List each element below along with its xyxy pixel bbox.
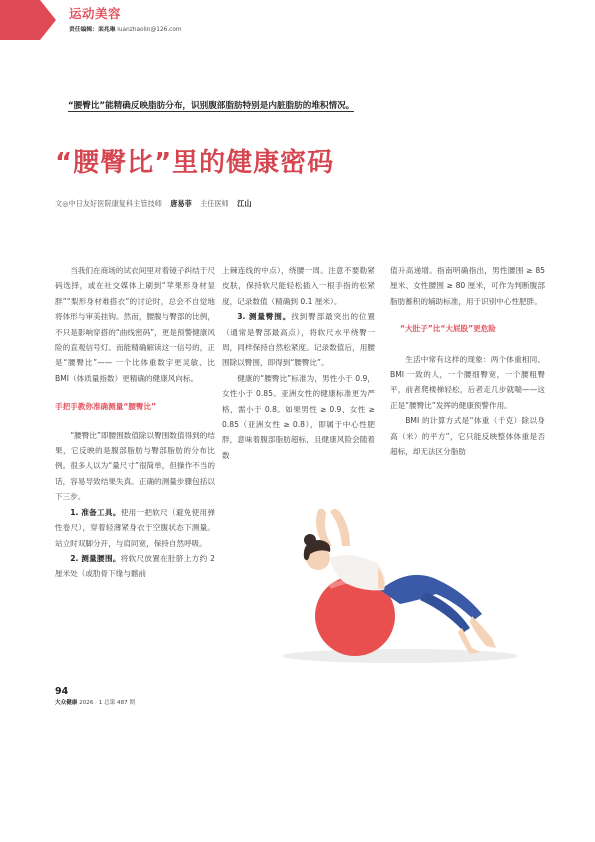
corner-decoration	[0, 0, 56, 40]
step-1-label: 1. 准备工具。	[70, 507, 121, 517]
byline-prefix: 文◎中日友好医院康复科主管技师	[55, 199, 162, 208]
lead-text	[68, 98, 394, 114]
paragraph-step-2	[55, 551, 215, 582]
fitness-ball-illustration	[260, 488, 530, 668]
column-1	[55, 263, 215, 582]
editor-line	[69, 24, 182, 33]
editor-label: 责任编辑：	[69, 27, 98, 33]
paragraph-bmi: BMI 的计算方式是“体重（千克）除以身高（米）的平方”，它只能反映整体体重是否超标，却无法区分脂肪	[390, 416, 545, 457]
paragraph-step-3	[222, 309, 375, 371]
step-1-text: 使用一把软尺（避免使用弹性卷尺），穿着轻薄紧身衣于空腹状态下测量。站立时双脚分开，与肩同宽，保持自然呼吸。	[55, 507, 216, 548]
byline-role: 主任医师	[200, 199, 229, 208]
paragraph-step-1	[55, 505, 215, 551]
author-2: 江山	[237, 199, 252, 208]
column-3	[390, 263, 545, 459]
editor-email: luanzhaolin@126.com	[117, 27, 182, 33]
footer-line	[55, 698, 135, 706]
lead-text-content: “腰臀比”能精确反映脂肪分布，识别腹部脂肪特别是内脏脂肪的堆积情况。	[68, 101, 355, 111]
editor-name: 栾兆琳	[98, 27, 116, 33]
page-number: 94	[55, 686, 69, 697]
author-1: 唐易菲	[170, 199, 192, 208]
subheading-danger: “大肚子”比“大屁股”更危险	[400, 324, 496, 334]
paragraph-standard-continued: 值升高递增。指南明确指出，男性腰围 ≥ 85 厘米、女性腰围 ≥ 80 厘米，可作为判断腹部脂肪蓄积的辅助标准，用于识别中心性肥胖。	[390, 266, 545, 306]
step-3-label: 3. 测量臀围。	[237, 312, 292, 322]
paragraph-waist-continued: 上棘连线的中点），绕腰一周。注意不要勒紧皮肤，保持软尺能轻松插入一根手指的松紧度，记录数值（精确到 0.1 厘米）。	[222, 266, 375, 306]
magazine-name: 大众健康	[55, 700, 78, 706]
column-2	[222, 263, 375, 463]
step-3-text: 找到臀部最突出的位置（通常是臀部最高点），将软尺水平绕臀一周，同样保持自然松紧度。记录数值后，用腰围除以臀围，即得到“腰臀比”。	[222, 312, 376, 368]
paragraph-definition: “腰臀比”即腰围数值除以臀围数值得到的结果，它反映的是腹部脂肪与臀部脂肪的分布比例。很多人以为“量尺寸”很简单，但操作不当的话，容易导致结果失真。正确的测量步骤包括以下三步。	[55, 430, 215, 502]
paragraph-intro: 当我们在商场的试衣间里对着镜子纠结于尺码选择，或在社交媒体上刷到“苹果形身材显胖”“梨形身材难搭衣”的讨论时，总会不自觉地将体形与审美挂钩。然而，腰腹与臀部的比例，不只是影响穿搭的“曲线密码”，更是预警健康风险的直观信号灯。而能精确解读这一信号的，正是“腰臀比”—— 一个比体重数字更灵敏、比 BMI（体质量指数）更精确的健康风向标。	[55, 266, 215, 383]
section-name: 运动美容	[69, 6, 122, 21]
step-2-label: 2. 测量腰围。	[70, 553, 121, 563]
issue-info: 2026 · 1 总第 487 期	[79, 700, 136, 706]
byline	[55, 199, 252, 209]
paragraph-phenomenon: 生活中常有这样的现象：两个体重相同、BMI 一致的人，一个腰细臀宽，一个腰粗臀平，前者爬楼梯轻松，后者走几步就喘——这正是“腰臀比”发挥的健康预警作用。	[390, 354, 545, 410]
article-title: “腰臀比”里的健康密码	[55, 148, 335, 178]
step-2-text: 将软尺放置在肚脐上方约 2 厘米处（或肋骨下缘与髂前	[55, 553, 215, 579]
paragraph-standard: 健康的“腰臀比”标准为，男性小于 0.9，女性小于 0.85。亚洲女性的健康标准更为严格，需小于 0.8。如果男性 ≥ 0.9、女性 ≥ 0.85（亚洲女性 ≥ 0.8），即属于中心性肥胖，意味着腹部脂肪超标，且健康风险会随着数	[222, 373, 375, 460]
subheading-measure: 手把手教你准确测量“腰臀比”	[55, 402, 157, 412]
